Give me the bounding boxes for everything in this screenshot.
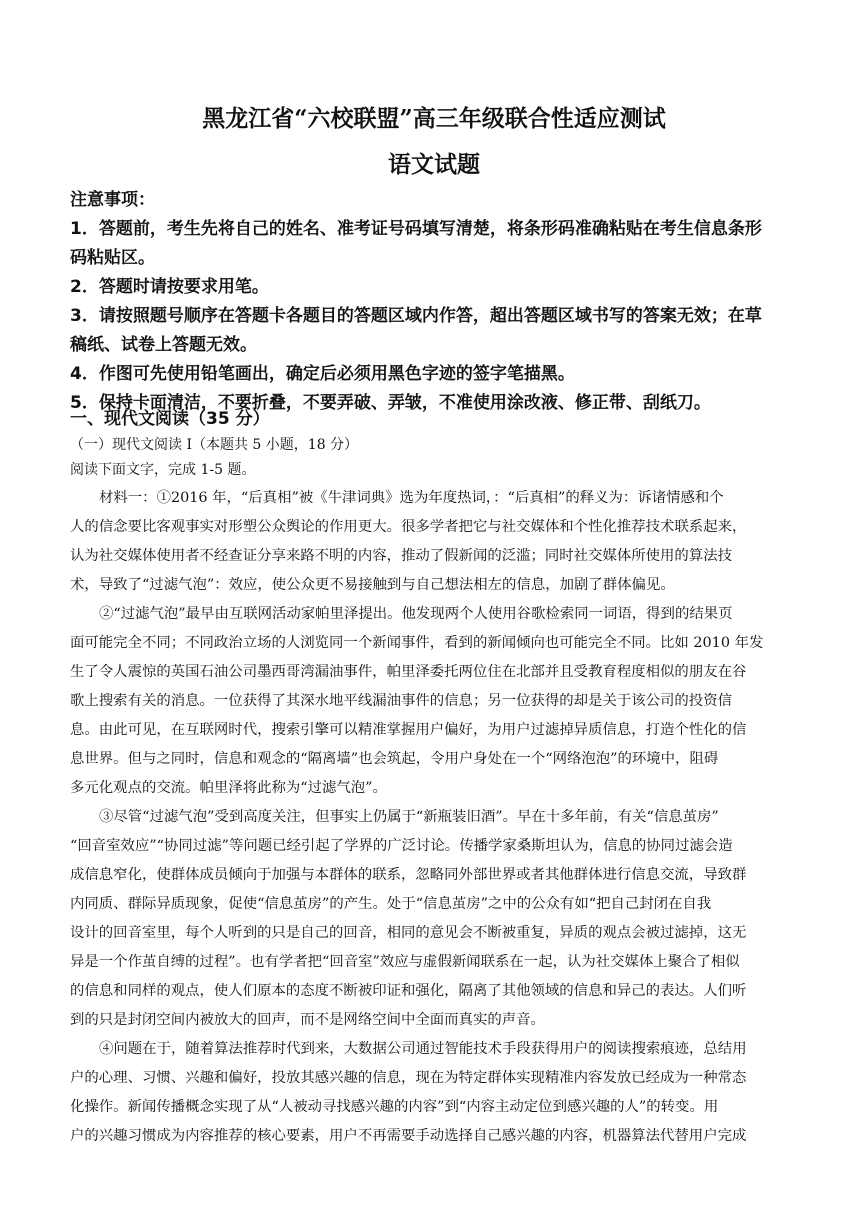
passage-line: ③尽管“过滤气泡”受到高度关注，但事实上仍属于“新瓶装旧酒”。早在十多年前，有关“信息茧房”	[99, 809, 719, 825]
passage-line: 歌上搜索有关的消息。一位获得了其深水地平线漏油事件的信息；另一位获得的却是关于该公司的投资信	[70, 693, 732, 709]
passage-line: 设计的回音室里，每个人听到的只是自己的回音，相同的意见会不断被重复，异质的观点会被过滤掉，这无	[70, 925, 747, 941]
notes-line: 5．保持卡面清洁，不要折叠，不要弄破、弄皱，不准使用涂改液、修正带、刮纸刀。	[70, 393, 711, 413]
passage-line: 认为社交媒体使用者不经查证分享来路不明的内容，推动了假新闻的泛滥；同时社交媒体所使用的算法技	[70, 548, 732, 564]
passage-line: 材料一：①2016 年，“后真相”被《牛津词典》选为年度热词，：“后真相”的释义为：诉诸情感和个	[99, 490, 724, 506]
passage-line: 人的信念要比客观事实对形塑公众舆论的作用更大。很多学者把它与社交媒体和个性化推荐技术联系起来，	[70, 519, 747, 535]
passage-line: 到的只是封闭空间内被放大的回声，而不是网络空间中全面而真实的声音。	[70, 1012, 545, 1028]
passage-line: 面可能完全不同；不同政治立场的人浏览同一个新闻事件，看到的新闻倾向也可能完全不同。比如 2010 年发	[70, 635, 764, 651]
passage-line: 内同质、群际异质现象，促使“信息茧房”的产生。处于“信息茧房”之中的公众有如“把自己封闭在自我	[70, 896, 712, 912]
exam-title: 黑龙江省“六校联盟”高三年级联合性适应测试	[202, 105, 666, 132]
passage-line: 息世界。但与之同时，信息和观念的“隔离墙”也会筑起，令用户身处在一个“网络泡泡”的环境中，阻碍	[70, 751, 719, 767]
passage-line: 异是一个作茧自缚的过程”。也有学者把“回音室”效应与虚假新闻联系在一起，认为社交媒体上聚合了相似	[70, 954, 740, 970]
passage-line: “回音室效应”“协同过滤”等问题已经引起了学界的广泛讨论。传播学家桑斯坦认为，信息的协同过滤会造	[70, 838, 733, 854]
notes-line: 稿纸、试卷上答题无效。	[70, 335, 257, 355]
passage-line: 多元化观点的交流。帕里泽将此称为“过滤气泡”。	[70, 780, 387, 796]
passage-line: 息。由此可见，在互联网时代，搜索引擎可以精准掌握用户偏好，为用户过滤掉异质信息，打造个性化的信	[70, 722, 747, 738]
passage-line: ②“过滤气泡”最早由互联网活动家帕里泽提出。他发现两个人使用谷歌检索同一词语，得到的结果页	[99, 606, 733, 622]
notes-heading: 注意事项：	[70, 190, 155, 210]
reading-instruction: 阅读下面文字，完成 1-5 题。	[70, 462, 256, 478]
notes-block	[70, 186, 790, 418]
notes-line: 4．作图可先使用铅笔画出，确定后必须用黑色字迹的签字笔描黑。	[70, 364, 575, 384]
passage-line: 的信息和同样的观点，使人们原本的态度不断被印证和强化，隔离了其他领域的信息和异己的表达。人们听	[70, 983, 747, 999]
exam-subtitle: 语文试题	[388, 151, 480, 178]
passage-line: ④问题在于，随着算法推荐时代到来，大数据公司通过智能技术手段获得用户的阅读搜索痕迹，总结用	[99, 1041, 747, 1057]
sub-heading: （一）现代文阅读 I（本题共 5 小题，18 分）	[70, 437, 359, 453]
passage-line: 成信息窄化，使群体成员倾向于加强与本群体的联系，忽略同外部世界或者其他群体进行信息交流，导致群	[70, 867, 747, 883]
passage-line: 化操作。新闻传播概念实现了从“人被动寻找感兴趣的内容”到“内容主动定位到感兴趣的人”的转变。用	[70, 1099, 719, 1115]
reading-passage	[70, 484, 796, 1151]
passage-line: 户的兴趣习惯成为内容推荐的核心要素，用户不再需要手动选择自己感兴趣的内容，机器算法代替用户完成	[70, 1128, 747, 1144]
notes-line: 3．请按照题号顺序在答题卡各题目的答题区域内作答，超出答题区域书写的答案无效；在草	[70, 306, 762, 326]
notes-line: 码粘贴区。	[70, 248, 155, 268]
passage-line: 生了令人震惊的英国石油公司墨西哥湾漏油事件，帕里泽委托两位住在北部并且受教育程度相似的朋友在谷	[70, 664, 747, 680]
section-heading: 一、现代文阅读（35 分）	[70, 409, 270, 429]
notes-line: 2．答题时请按要求用笔。	[70, 277, 269, 297]
notes-line: 1．答题前，考生先将自己的姓名、准考证号码填写清楚，将条形码准确粘贴在考生信息条形	[70, 219, 762, 239]
passage-line: 术，导致了“过滤气泡”：效应，使公众更不易接触到与自己想法相左的信息，加剧了群体偏见。	[70, 577, 675, 593]
passage-line: 户的心理、习惯、兴趣和偏好，投放其感兴趣的信息，现在为特定群体实现精准内容发放已经成为一种常态	[70, 1070, 747, 1086]
